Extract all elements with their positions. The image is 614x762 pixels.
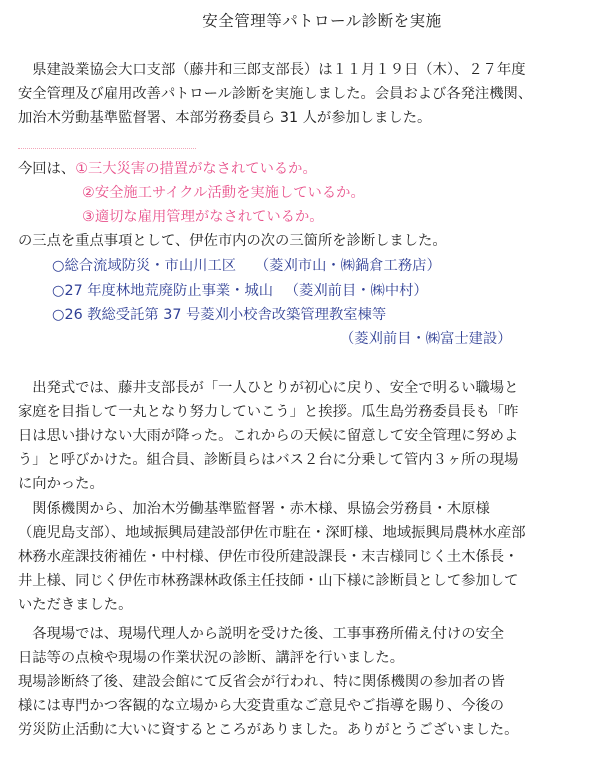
- body-line: 様には専門かつ客観的な立場から大変貴重なご意見やご指導を賜り、今後の: [18, 698, 505, 714]
- body-line: 日誌等の点検や現場の作業状況の診断、講評を行いました。: [18, 650, 405, 666]
- intro-line: 加治木労動基準監督署、本部労務委員ら 31 人が参加しました。: [18, 110, 432, 126]
- point-item: ②安全施工サイクル活動を実施しているか。: [82, 185, 365, 201]
- points-summary: の三点を重点事項として、伊佐市内の次の三箇所を診断しました。: [18, 233, 447, 249]
- body-line: 現場診断終了後、建設会館にて反省会が行われ、特に関係機関の参加者の皆: [18, 674, 505, 690]
- points-lead: 今回は、: [18, 161, 76, 177]
- body-line: う」と呼びかけた。組合員、診断員らはバス２台に分乗して管内３ヶ所の現場: [18, 452, 519, 468]
- site-contractor: （菱刈前目・㈱富士建設）: [340, 331, 512, 347]
- point-item: ③適切な雇用管理がなされているか。: [82, 209, 324, 225]
- body-line: 林務水産課技術補佐・中村様、伊佐市役所建設課長・末吉様同じく土木係長・: [18, 549, 519, 565]
- dotted-divider: [18, 148, 196, 149]
- site-item: ○26 教総受託第 37 号菱刈小校舎改築管理教室棟等: [52, 307, 387, 323]
- body-line: 日は思い掛けない大雨が降った。これからの天候に留意して安全管理に努めよ: [18, 428, 519, 444]
- body-line: 関係機関から、加治木労働基準監督署・赤木様、県協会労務員・木原様: [18, 501, 490, 517]
- body-line: いただきました。: [18, 597, 133, 613]
- body-line: 出発式では、藤井支部長が「一人ひとりが初心に戻り、安全で明るい職場と: [18, 380, 519, 396]
- body-line: 各現場では、現場代理人から説明を受けた後、工事事務所備え付けの安全: [18, 626, 505, 642]
- intro-line: 県建設業協会大口支部（藤井和三郎支部長）は１１月１９日（木）、２７年度: [18, 62, 526, 78]
- body-line: 井上様、同じく伊佐市林務課林政係主任技師・山下様に診断員として参加して: [18, 573, 519, 589]
- intro-line: 安全管理及び雇用改善パトロール診断を実施しました。会員および各発注機関、: [18, 86, 533, 102]
- body-line: （鹿児島支部）、地域振興局建設部伊佐市駐在・深町様、地域振興局農林水産部: [18, 525, 526, 541]
- page-title: 安全管理等パトロール診断を実施: [202, 12, 442, 30]
- body-line: 労災防止活動に大いに資するところがありました。ありがとうございました。: [18, 722, 519, 738]
- body-line: 家庭を目指して一丸となり努力していこう」と挨拶。瓜生島労務委員長も「昨: [18, 404, 519, 420]
- body-line: に向かった。: [18, 476, 104, 492]
- point-item: ①三大災害の措置がなされているか。: [75, 161, 317, 177]
- site-item: ○27 年度林地荒廃防止事業・城山 （菱刈前目・㈱中村）: [52, 283, 428, 299]
- site-item: ○総合流域防災・市山川工区 （菱刈市山・㈱鍋倉工務店）: [52, 258, 441, 274]
- points-lead-line: [18, 157, 608, 181]
